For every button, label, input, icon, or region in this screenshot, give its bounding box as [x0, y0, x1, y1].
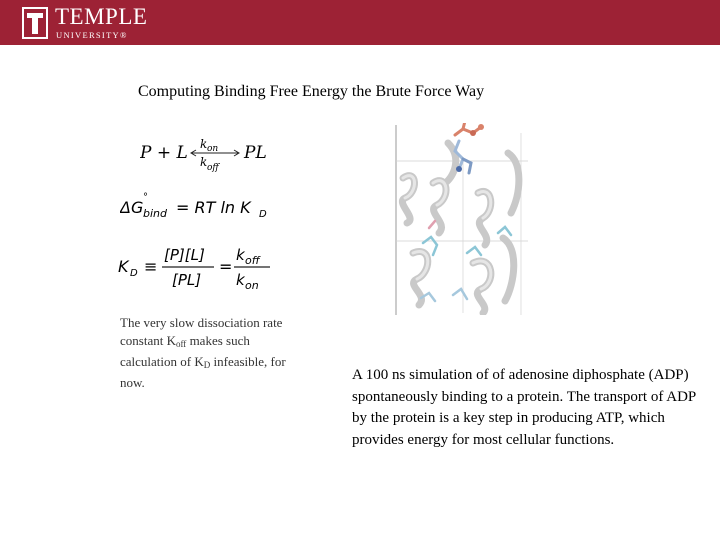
eq3-eq: = — [219, 257, 233, 276]
note-part2: makes such calculation of K — [120, 333, 250, 369]
eq3-den: [PL] — [172, 271, 202, 289]
slide-title: Computing Binding Free Energy the Brute Force Way — [138, 83, 485, 100]
eq3-lhs: K — [118, 257, 129, 276]
header-bar — [0, 0, 720, 45]
protein-simulation-image — [393, 123, 528, 315]
equation-binding-reaction — [140, 136, 280, 176]
note-part3: infeasible, for now. — [120, 354, 286, 390]
equation-dissociation-constant — [118, 240, 278, 292]
brand-name: TEMPLE — [55, 4, 148, 29]
eq3-den2-sub: on — [245, 279, 259, 292]
eq1-k-off-sub: off — [207, 163, 219, 173]
eq1-lhs: P + L — [140, 143, 188, 163]
eq1-rhs: PL — [244, 143, 267, 163]
equation-free-energy — [120, 192, 270, 222]
note-text — [120, 314, 310, 392]
note-part1: The very slow dissociation rate constant K — [120, 315, 283, 348]
brand-sub: UNIVERSITY® — [56, 30, 128, 40]
temple-t-icon — [22, 7, 48, 39]
eq3-den2: k — [236, 271, 245, 289]
eq3-lhs-sub: D — [130, 268, 138, 279]
eq3-num2: k — [236, 246, 245, 264]
eq1-k-on: k — [200, 137, 208, 151]
eq2-rhs: = RT ln K — [176, 198, 251, 217]
eq2-sup: ° — [143, 192, 148, 203]
eq3-num2-sub: off — [245, 254, 260, 267]
eq1-k-on-sub: on — [207, 144, 219, 154]
eq3-num: [P][L] — [164, 246, 205, 264]
eq2-sub: bind — [143, 207, 167, 220]
eq1-k-off: k — [200, 155, 208, 169]
eq2-delta-g: ΔG — [120, 198, 144, 217]
note-sub2: D — [203, 360, 211, 370]
eq3-equiv: ≡ — [144, 257, 158, 276]
eq2-k-sub: D — [259, 209, 267, 220]
caption-text: A 100 ns simulation of of adenosine diphosphate (ADP) spontaneously binding to a protein. The transport of ADP by the protein is a key step in producing ATP, which provides energy for most cellular functions. — [352, 367, 696, 448]
note-sub1: off — [175, 339, 187, 349]
